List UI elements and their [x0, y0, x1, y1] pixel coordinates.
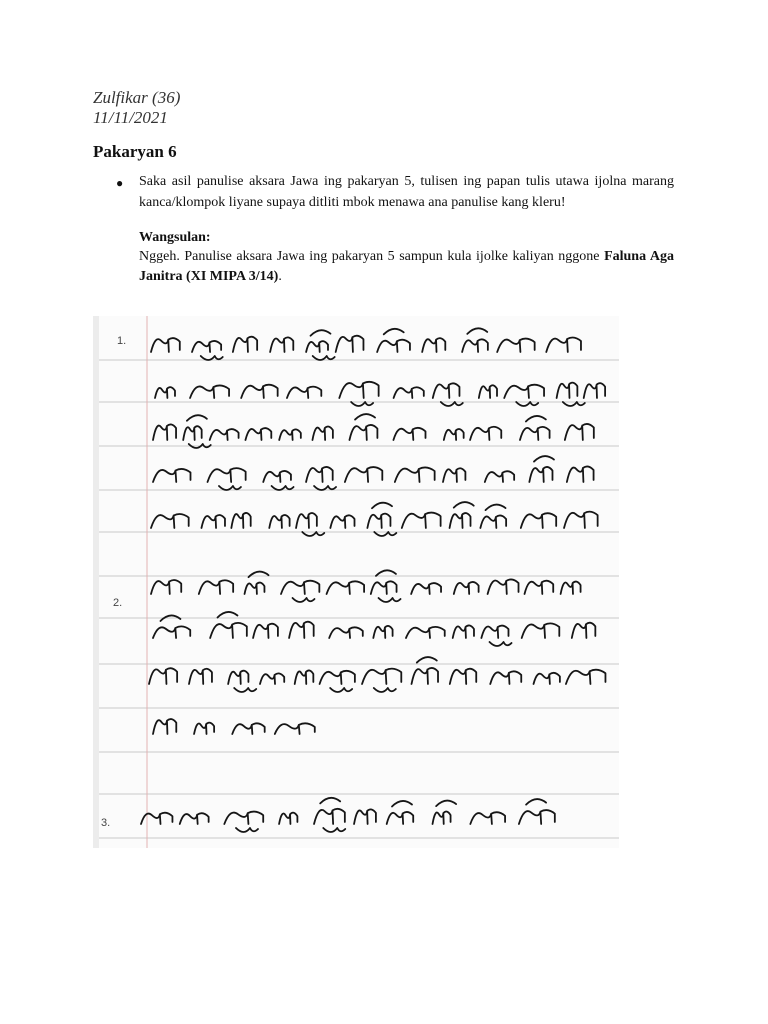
script-glyph — [371, 581, 397, 594]
script-glyph — [306, 467, 333, 482]
script-glyph — [241, 385, 277, 398]
script-glyph — [330, 515, 354, 528]
script-glyph — [270, 337, 293, 352]
script-glyph — [153, 469, 190, 482]
script-glyph — [192, 341, 221, 352]
script-glyph — [411, 583, 441, 594]
script-glyph — [210, 429, 239, 440]
script-glyph — [354, 809, 376, 824]
script-sandhangan-mark — [526, 416, 546, 422]
script-glyph — [306, 341, 328, 352]
script-glyph — [199, 580, 233, 594]
script-glyph — [296, 513, 317, 528]
script-glyph — [422, 338, 445, 352]
para-number-2: 2. — [113, 597, 123, 609]
script-glyph — [565, 424, 594, 440]
script-glyph — [155, 387, 175, 398]
script-glyph — [367, 514, 390, 528]
script-glyph — [402, 513, 441, 528]
script-glyph — [387, 812, 414, 824]
script-subscript-mark — [201, 356, 223, 360]
script-glyph — [444, 429, 464, 440]
script-glyph — [480, 515, 506, 528]
script-sandhangan-mark — [486, 505, 506, 511]
script-sandhangan-mark — [320, 798, 340, 804]
script-glyph — [210, 623, 247, 638]
script-glyph — [336, 336, 364, 352]
script-sandhangan-mark — [392, 801, 412, 807]
script-glyph — [490, 671, 521, 684]
script-glyph — [289, 622, 314, 638]
script-sandhangan-mark — [376, 570, 396, 576]
script-subscript-mark — [330, 688, 352, 692]
script-subscript-mark — [374, 532, 396, 536]
script-glyph — [497, 339, 534, 352]
script-glyph — [228, 671, 248, 684]
task-instruction: Saka asil panulise aksara Jawa ing pakaryan 5, tulisen ing papan tulis utawa ijolna marang kanca/klompok liyane supaya ditliti mbok menawa ana panulise kang kleru! — [139, 174, 674, 210]
script-glyph — [149, 668, 177, 684]
script-subscript-mark — [236, 828, 258, 832]
script-glyph — [233, 337, 257, 352]
script-glyph — [564, 512, 598, 528]
script-glyph — [572, 623, 596, 638]
script-glyph — [201, 515, 225, 528]
script-glyph — [453, 625, 474, 638]
script-glyph — [263, 471, 291, 482]
script-glyph — [269, 515, 289, 528]
script-glyph — [208, 468, 246, 482]
handwritten-scan-image — [93, 316, 619, 848]
script-glyph — [183, 426, 201, 440]
script-sandhangan-mark — [217, 612, 237, 618]
script-glyph — [153, 626, 190, 638]
script-subscript-mark — [272, 486, 294, 490]
answer-suffix: . — [278, 269, 282, 284]
script-glyph — [327, 581, 365, 594]
script-subscript-mark — [563, 402, 585, 406]
script-glyph — [520, 427, 550, 440]
script-sandhangan-mark — [384, 329, 404, 335]
script-glyph — [349, 425, 377, 440]
script-subscript-mark — [234, 688, 256, 692]
script-glyph — [279, 429, 301, 440]
script-glyph — [253, 624, 278, 638]
script-glyph — [450, 513, 471, 528]
script-glyph — [151, 338, 180, 352]
script-glyph — [406, 627, 445, 638]
para-number-3: 3. — [101, 817, 111, 829]
script-glyph — [450, 669, 476, 684]
script-glyph — [470, 812, 505, 824]
script-glyph — [525, 581, 554, 594]
script-glyph — [567, 466, 594, 482]
student-name: Zulfikar (36) — [93, 88, 181, 107]
script-glyph — [320, 671, 355, 684]
script-glyph — [339, 382, 378, 398]
script-glyph — [245, 583, 265, 594]
script-glyph — [151, 514, 189, 528]
script-subscript-mark — [302, 532, 324, 536]
script-glyph — [534, 673, 560, 684]
script-glyph — [312, 427, 332, 440]
script-subscript-mark — [490, 642, 512, 646]
script-glyph — [153, 424, 176, 440]
script-glyph — [519, 810, 555, 824]
script-glyph — [394, 387, 424, 398]
script-glyph — [180, 813, 209, 824]
answer-name-bold: Faluna Aga Janitra (XI MIPA 3/14) — [139, 249, 675, 284]
script-glyph — [287, 387, 321, 398]
answer-label: Wangsulan: — [139, 230, 211, 245]
script-glyph — [281, 581, 319, 594]
answer-body: Nggeh. Panulise aksara Jawa ing pakaryan 5 sampun kula ijolke kaliyan nggone — [139, 249, 600, 264]
script-glyph — [260, 673, 284, 684]
script-glyph — [557, 383, 578, 398]
script-glyph — [470, 427, 501, 440]
script-sandhangan-mark — [417, 657, 437, 663]
page-title: Pakaryan 6 — [93, 142, 177, 161]
script-glyph — [231, 513, 250, 528]
script-sandhangan-mark — [534, 456, 554, 462]
script-glyph — [488, 579, 519, 594]
script-glyph — [546, 337, 581, 352]
script-glyph — [245, 428, 271, 440]
script-glyph — [481, 626, 508, 638]
script-glyph — [529, 467, 552, 482]
script-subscript-mark — [441, 402, 463, 406]
script-glyph — [485, 471, 514, 482]
script-glyph — [279, 813, 297, 824]
script-sandhangan-mark — [310, 330, 330, 336]
script-subscript-mark — [293, 598, 315, 602]
script-glyph — [141, 813, 172, 824]
script-glyph — [345, 467, 382, 482]
script-subscript-mark — [313, 356, 335, 360]
script-glyph — [454, 582, 479, 594]
script-glyph — [566, 670, 606, 684]
script-glyph — [190, 385, 229, 398]
script-glyph — [521, 513, 556, 528]
script-glyph — [584, 383, 605, 398]
script-glyph — [433, 383, 460, 398]
script-subscript-mark — [379, 598, 401, 602]
script-subscript-mark — [219, 486, 241, 490]
document-date: 11/11/2021 — [93, 108, 168, 127]
script-glyph — [224, 812, 263, 824]
handwritten-javanese-script — [93, 316, 619, 848]
script-sandhangan-mark — [526, 799, 546, 805]
script-glyph — [522, 623, 560, 638]
script-glyph — [373, 626, 392, 638]
script-subscript-mark — [374, 688, 396, 692]
script-sandhangan-mark — [436, 801, 456, 807]
script-glyph — [275, 723, 315, 734]
script-glyph — [189, 669, 212, 684]
script-glyph — [462, 339, 488, 352]
script-glyph — [433, 812, 451, 824]
script-glyph — [479, 385, 497, 398]
script-glyph — [377, 340, 410, 352]
para-number-1: 1. — [117, 335, 127, 347]
script-glyph — [153, 719, 176, 734]
script-glyph — [362, 669, 401, 684]
script-glyph — [504, 385, 544, 398]
bullet-icon: ● — [116, 176, 124, 190]
script-subscript-mark — [516, 402, 538, 406]
script-glyph — [194, 723, 214, 734]
script-glyph — [151, 580, 181, 594]
answer-text — [139, 247, 674, 287]
script-subscript-mark — [323, 828, 345, 832]
script-glyph — [393, 428, 425, 440]
script-glyph — [232, 723, 264, 734]
script-glyph — [412, 668, 438, 684]
script-sandhangan-mark — [467, 328, 487, 334]
script-sandhangan-mark — [187, 415, 207, 421]
script-glyph — [561, 582, 581, 594]
script-glyph — [295, 670, 314, 684]
script-sandhangan-mark — [355, 414, 375, 420]
script-subscript-mark — [314, 486, 336, 490]
script-glyph — [329, 627, 363, 638]
script-glyph — [314, 809, 345, 824]
script-sandhangan-mark — [372, 503, 392, 509]
script-glyph — [443, 468, 465, 482]
script-subscript-mark — [351, 402, 373, 406]
script-glyph — [395, 467, 435, 482]
script-sandhangan-mark — [454, 502, 474, 508]
